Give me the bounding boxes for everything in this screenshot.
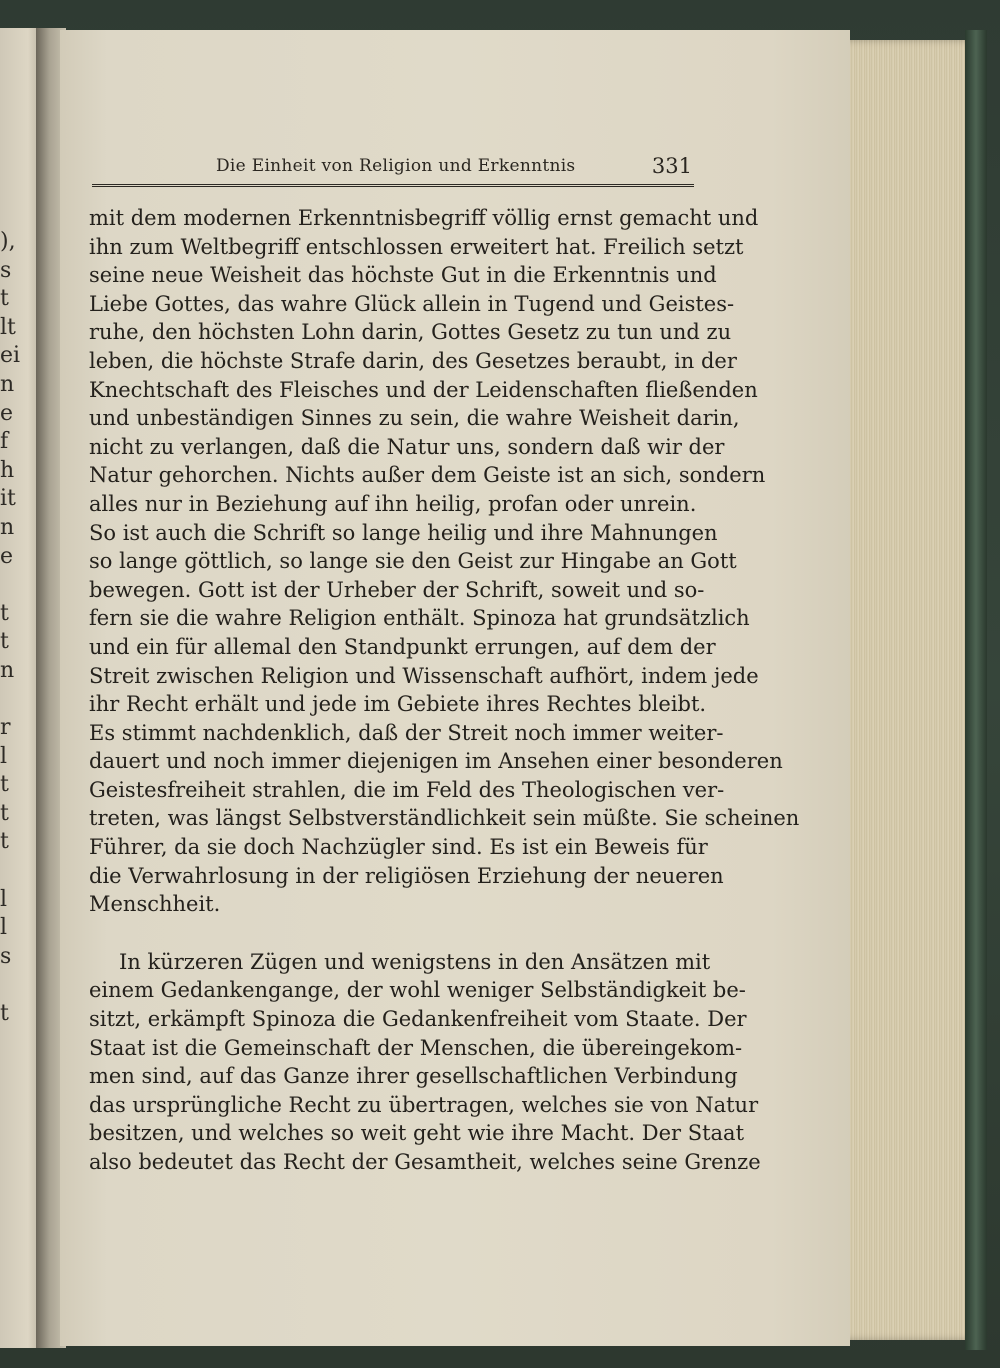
- page-block-edges: [830, 40, 970, 1340]
- text-line: Es stimmt nachdenklich, daß der Streit noch immer weiter-: [89, 720, 724, 745]
- text-line: Staat ist die Gemeinschaft der Menschen, die übereingekom-: [89, 1035, 743, 1060]
- facing-page-fragment: n: [0, 514, 15, 540]
- text-line: leben, die höchste Strafe darin, des Gesetzes beraubt, in der: [89, 348, 737, 373]
- text-line: sitzt, erkämpft Spinoza die Gedankenfreiheit vom Staate. Der: [89, 1007, 747, 1032]
- body-text: [89, 204, 800, 1177]
- facing-page-fragment: t: [0, 629, 9, 655]
- facing-page-fragments: [0, 228, 21, 1029]
- facing-page-fragment: n: [0, 371, 15, 397]
- text-line: Streit zwischen Religion und Wissenschaft aufhört, indem jede: [89, 663, 759, 688]
- facing-page-fragment: t: [0, 800, 9, 826]
- facing-page-fragment: [0, 857, 18, 886]
- running-header: [92, 154, 694, 187]
- text-line: nicht zu verlangen, daß die Natur uns, sondern daß wir der: [89, 434, 725, 459]
- facing-page-fragment: it: [0, 486, 16, 512]
- facing-page-fragment: l: [0, 743, 8, 769]
- text-line: die Verwahrlosung in der religiösen Erziehung der neueren: [89, 863, 724, 888]
- facing-page-fragment: l: [0, 886, 8, 912]
- facing-page-fragment: n: [0, 657, 15, 683]
- text-line: Natur gehorchen. Nichts außer dem Geiste ist an sich, sondern: [89, 463, 766, 488]
- running-title: Die Einheit von Religion und Erkenntnis: [216, 156, 576, 176]
- facing-page-fragment: t: [0, 829, 9, 855]
- text-line: Liebe Gottes, das wahre Glück allein in Tugend und Geistes-: [89, 291, 735, 316]
- text-line: Knechtschaft des Fleisches und der Leidenschaften fließenden: [89, 377, 758, 402]
- facing-page-fragment: [0, 686, 18, 715]
- text-line: ihr Recht erhält und jede im Gebiete ihres Rechtes bleibt.: [89, 692, 707, 717]
- page-number: 331: [651, 154, 692, 178]
- text-line: besitzen, und welches so weit geht wie ihre Macht. Der Staat: [89, 1121, 745, 1146]
- text-line: fern sie die wahre Religion enthält. Spinoza hat grundsätzlich: [89, 606, 750, 631]
- text-line: bewegen. Gott ist der Urheber der Schrift, soweit und so-: [89, 577, 705, 602]
- facing-page-fragment: s: [0, 257, 12, 283]
- text-line: und unbeständigen Sinnes zu sein, die wahre Weisheit darin,: [89, 406, 740, 431]
- facing-page-fragment: [0, 971, 18, 1000]
- text-line: Menschheit.: [89, 892, 221, 917]
- text-line: In kürzeren Zügen und wenigstens in den Ansätzen mit: [119, 949, 711, 974]
- paragraph: [89, 948, 761, 1177]
- facing-page-fragment: t: [0, 286, 9, 312]
- paragraph: [89, 204, 800, 919]
- text-line: so lange göttlich, so lange sie den Geist zur Hingabe an Gott: [89, 549, 737, 574]
- facing-page-fragment: e: [0, 400, 14, 426]
- text-line: treten, was längst Selbstverständlichkeit sein müßte. Sie scheinen: [89, 806, 800, 831]
- facing-page-fragment: t: [0, 600, 9, 626]
- text-line: das ursprüngliche Recht zu übertragen, welches sie von Natur: [89, 1092, 759, 1117]
- facing-page-fragment: f: [0, 429, 9, 455]
- text-line: alles nur in Beziehung auf ihn heilig, profan oder unrein.: [89, 491, 697, 516]
- facing-page-fragment: ei: [0, 343, 21, 369]
- facing-page-fragment: e: [0, 543, 14, 569]
- facing-page-fragment: t: [0, 772, 9, 798]
- text-line: men sind, auf das Ganze ihrer gesellschaftlichen Verbindung: [89, 1064, 738, 1089]
- text-line: Geistesfreiheit strahlen, die im Feld des Theologischen ver-: [89, 777, 725, 802]
- facing-page-fragment: [0, 571, 18, 600]
- facing-page-fragment: l: [0, 915, 8, 941]
- facing-page-fragment: ),: [0, 229, 16, 254]
- facing-page-fragment: t: [0, 1001, 9, 1027]
- text-line: also bedeutet das Recht der Gesamtheit, welches seine Grenze: [89, 1150, 761, 1174]
- text-line: seine neue Weisheit das höchste Gut in die Erkenntnis und: [89, 263, 717, 288]
- facing-page-fragment: h: [0, 457, 15, 483]
- text-line: einem Gedankengange, der wohl weniger Selbständigkeit be-: [89, 978, 746, 1003]
- text-line: Führer, da sie doch Nachzügler sind. Es ist ein Beweis für: [89, 835, 708, 860]
- text-line: dauert und noch immer diejenigen im Ansehen einer besonderen: [89, 749, 783, 774]
- text-line: mit dem modernen Erkenntnisbegriff völlig ernst gemacht und: [89, 206, 759, 230]
- facing-page-fragment: s: [0, 943, 12, 969]
- book-cover-edge: [965, 30, 987, 1350]
- text-line: ruhe, den höchsten Lohn darin, Gottes Gesetz zu tun und zu: [89, 320, 732, 345]
- facing-page-edge: [0, 28, 40, 1348]
- facing-page-fragment: r: [0, 715, 11, 741]
- text-line: und ein für allemal den Standpunkt errungen, auf dem der: [89, 634, 716, 659]
- text-line: ihn zum Weltbegriff entschlossen erweitert hat. Freilich setzt: [89, 234, 744, 259]
- text-line: So ist auch die Schrift so lange heilig und ihre Mahnungen: [89, 520, 718, 545]
- facing-page-fragment: lt: [0, 314, 16, 340]
